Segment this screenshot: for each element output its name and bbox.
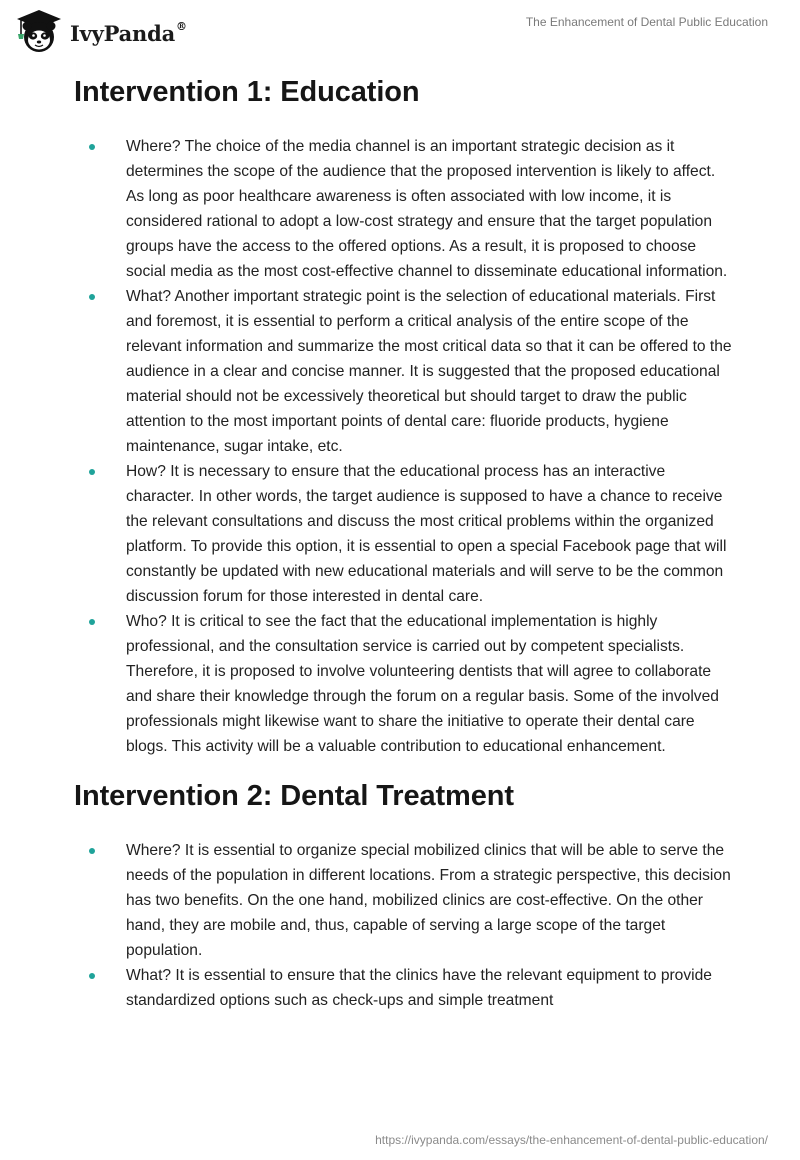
list-item: What? It is essential to ensure that the clinics have the relevant equipment to provide standardized options such as check-ups and simple treatment [74,963,734,1013]
bullet-list-intervention-1 [74,134,734,759]
source-url[interactable]: https://ivypanda.com/essays/the-enhancement-of-dental-public-education/ [375,1133,768,1147]
panda-graduation-icon [15,8,63,54]
list-item: How? It is necessary to ensure that the educational process has an interactive character. In other words, the target audience is supposed to have a chance to receive the relevant consultations and discuss the most critical problems within the organized platform. To provide this option, it is essential to open a special Facebook page that will constantly be updated with new educational materials and will serve to be the common discussion forum for those interested in dental care. [74,459,734,609]
essay-content [74,72,734,1013]
page-header [0,0,800,70]
bullet-list-intervention-2 [74,838,734,1013]
running-title: The Enhancement of Dental Public Education [525,15,768,29]
logo-text: IvyPanda® [70,19,187,46]
list-item: Where? The choice of the media channel is an important strategic decision as it determines the scope of the audience that the proposed intervention is likely to affect. As long as poor healthcare awareness is often associated with low income, it is considered rational to adopt a low-cost strategy and ensure that the target population groups have the access to the offered options. As a result, it is proposed to choose social media as the most cost-effective channel to disseminate educational information. [74,134,734,284]
list-item: Who? It is critical to see the fact that the educational implementation is highly professional, and the consultation service is carried out by competent specialists. Therefore, it is proposed to involve volunteering dentists that will agree to collaborate and share their knowledge through the forum on a regular basis. Some of the involved professionals might likewise want to share the initiative to operate their dental care blogs. This activity will be a valuable contribution to educational enhancement. [74,609,734,759]
list-item: What? Another important strategic point is the selection of educational materials. First and foremost, it is essential to perform a critical analysis of the entire scope of the relevant information and summarize the most critical data so that it can be offered to the audience in a clear and concise manner. It is suggested that the proposed educational material should not be excessively theoretical but should target to draw the public attention to the most important points of dental care: fluoride products, hygiene maintenance, sugar intake, etc. [74,284,734,459]
section-heading-intervention-2: Intervention 2: Dental Treatment [74,780,514,812]
list-item: Where? It is essential to organize special mobilized clinics that will be able to serve the needs of the population in different locations. From a strategic perspective, this decision has two benefits. On the one hand, mobilized clinics are cost-effective. On the other hand, they are mobile and, thus, capable of serving a large scope of the target population. [74,838,734,963]
ivypanda-logo[interactable] [15,8,187,54]
section-heading-intervention-1: Intervention 1: Education [74,76,420,108]
